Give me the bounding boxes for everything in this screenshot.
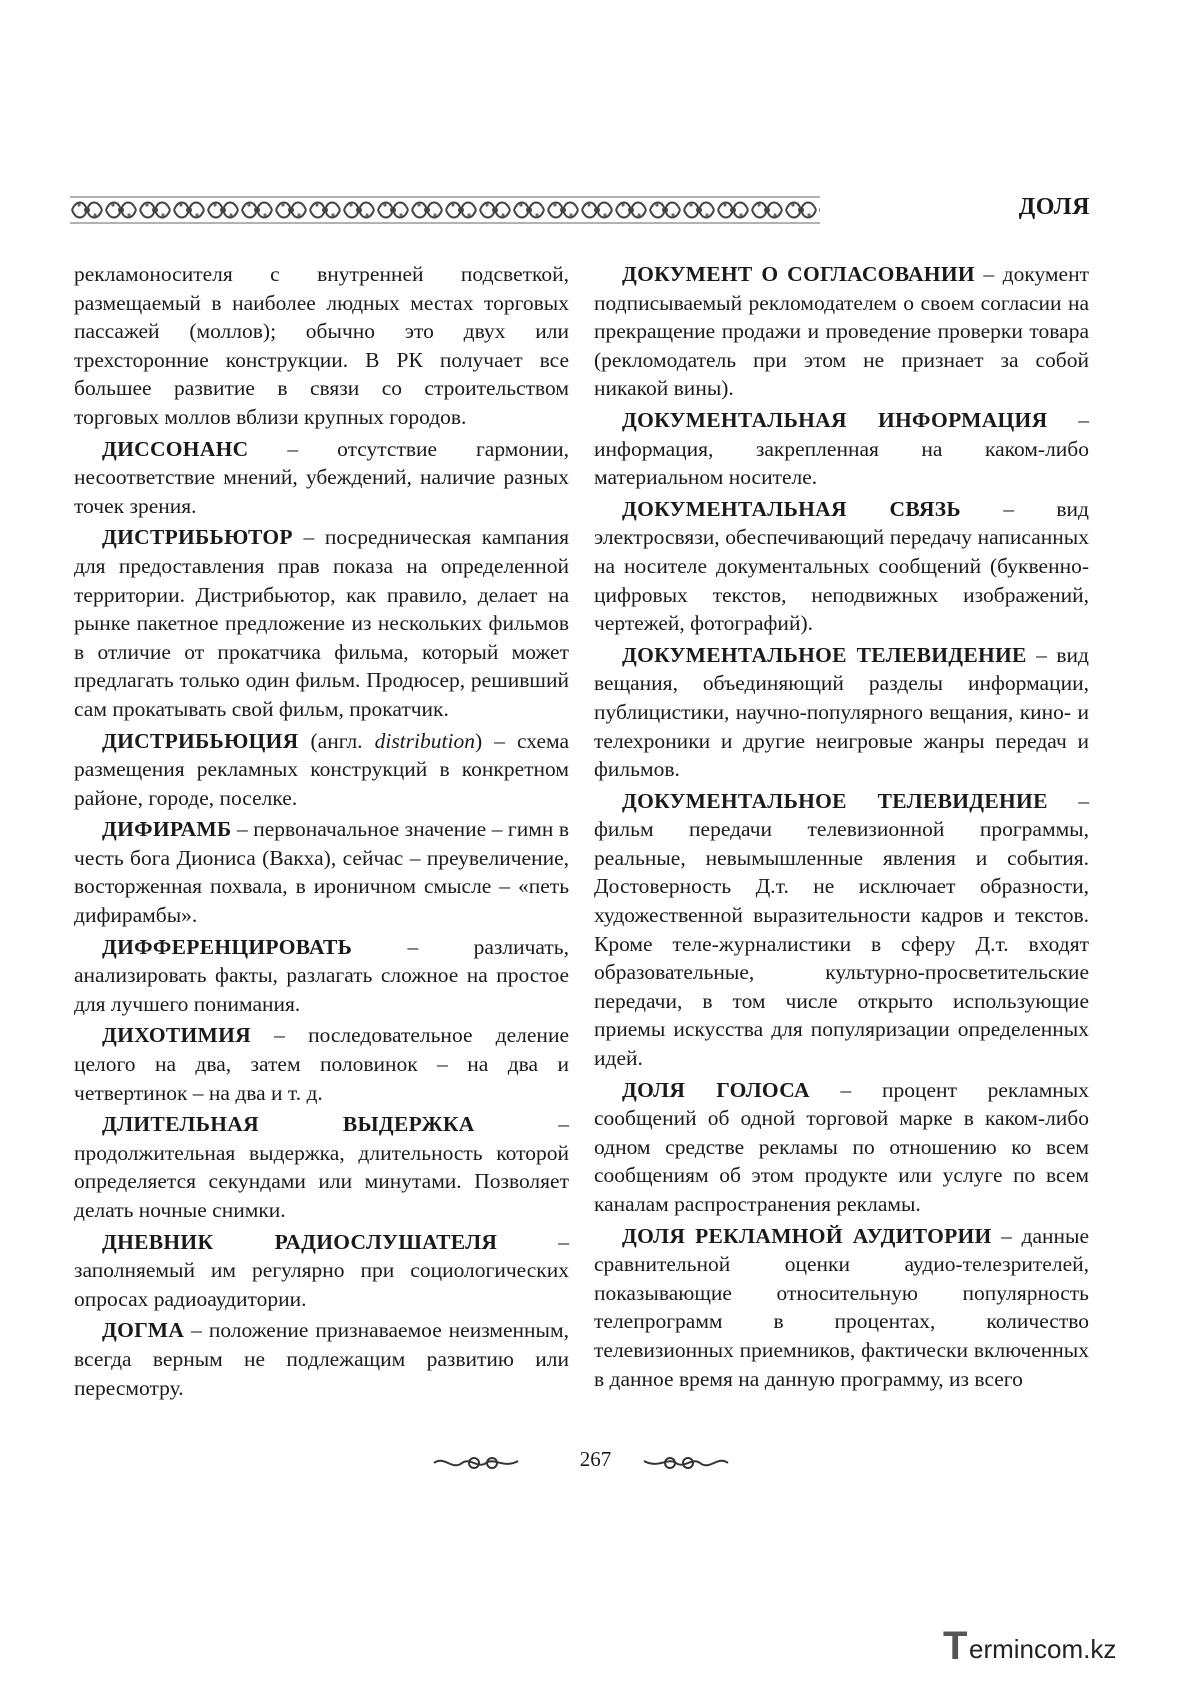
entry-term: ДОКУМЕНТАЛЬНОЕ ТЕЛЕВИДЕНИЕ [622, 642, 1027, 667]
entry-term: ДОКУМЕНТАЛЬНАЯ СВЯЗЬ [622, 496, 961, 521]
dictionary-entry [594, 406, 1089, 492]
entry-term: ДОЛЯ РЕКЛАМНОЙ АУДИТОРИИ [622, 1223, 992, 1248]
dictionary-entry [74, 260, 569, 432]
dictionary-entry [74, 1316, 569, 1402]
dictionary-entry [74, 933, 569, 1019]
entry-definition: – фильм передачи телевизионной программы, реальные, невымышленные явления и события. Достоверность Д.т. не исключает образности, художественной выразительности кадров и текстов. Кроме теле-журналистики в сферу Д.т. входят образовательные, культурно-просветительские передачи, в том числе открыто использующие приемы искусства для популяризации определенных идей. [594, 788, 1090, 1071]
entry-definition: – данные сравнительной оценки аудио-телезрителей, показывающие относительную популярность телепрограмм в процентах, количество телевизионных приемников, фактически включенных в данное время на данную программу, из всего [594, 1223, 1089, 1391]
dictionary-entry [594, 787, 1089, 1073]
entry-definition: – различать, анализировать факты, разлагать сложное на простое для лучшего понимания. [74, 934, 569, 1016]
entry-term: ДИСТРИБЬЮТОР [102, 525, 293, 550]
dictionary-entry [74, 727, 569, 813]
dictionary-entry [594, 260, 1089, 403]
dictionary-entry [74, 1021, 569, 1107]
site-watermark [943, 1624, 1173, 1670]
watermark-text: ermincom.kz [969, 1634, 1117, 1664]
entry-definition: – заполняемый им регулярно при социологических опросах радиоаудитории. [74, 1229, 569, 1311]
entry-definition: – положение признаваемое неизменным, всегда верным не подлежащим развитию или пересмотру. [74, 1318, 569, 1400]
right-column [594, 260, 1089, 1396]
left-column [74, 260, 569, 1405]
entry-definition: – первоначальное значение – гимн в честь бога Диониса (Вакха), сейчас – преувеличение, восторженная похвала, в ироничном смысле – «петь дифирамбы». [74, 817, 569, 928]
entry-term: ДИССОНАНС [102, 436, 249, 461]
entry-definition: – отсутствие гармонии, несоответствие мнений, убеждений, наличие разных точек зрения. [74, 436, 569, 518]
page-footer [0, 1445, 1191, 1481]
entry-term: ДОКУМЕНТ О СОГЛАСОВАНИИ [622, 262, 975, 286]
entry-definition: – вид вещания, объединяющий разделы информации, публицистики, научно-популярного вещания, кино- и телехроники и другие неигровые жанры передач и фильмов. [594, 642, 1089, 782]
right-flourish [640, 1451, 730, 1475]
entry-term: ДЛИТЕЛЬНАЯ ВЫДЕРЖКА [102, 1112, 475, 1137]
dictionary-entry [594, 1076, 1089, 1219]
entry-term: ДОКУМЕНТАЛЬНОЕ ТЕЛЕВИДЕНИЕ [622, 788, 1048, 813]
entry-definition: – вид электросвязи, обеспечивающий передачу написанных на носителе документальных сообщений (буквенно-цифровых текстов, неподвижных изображений, чертежей, фотографий). [594, 496, 1089, 636]
dictionary-entry [74, 435, 569, 521]
entry-definition: ) – схема размещения рекламных конструкций в конкретном районе, городе, поселке. [74, 728, 569, 810]
entry-term: ДОЛЯ ГОЛОСА [622, 1077, 810, 1102]
entry-term: ДОГМА [102, 1318, 185, 1343]
entry-definition: рекламоносителя с внутренней подсветкой, размещаемый в наиболее людных местах торговых пассажей (моллов); обычно это двух или трехсторонние конструкции. В РК получает все большее развитие в связи со строительством торговых моллов вблизи крупных городов. [74, 262, 569, 429]
dictionary-entry [74, 815, 569, 929]
dictionary-entry [74, 1110, 569, 1224]
ornamental-border [70, 196, 820, 224]
running-head: ДОЛЯ [1018, 194, 1090, 220]
dictionary-entry [594, 1222, 1089, 1394]
entry-definition: – последовательное деление целого на два, затем половинок – на два и четвертинок – на два и т. д. [74, 1023, 569, 1105]
entry-etymology: distribution [374, 728, 475, 753]
entry-term: ДИХОТИМИЯ [102, 1023, 251, 1048]
entry-term: ДОКУМЕНТАЛЬНАЯ ИНФОРМАЦИЯ [622, 407, 1048, 432]
entry-definition: – процент рекламных сообщений об одной торговой марке в каком-либо одном средстве рекламы по отношению ко всем сообщениям об этом продукте или услуге по всем каналам распространения рекламы. [594, 1077, 1090, 1216]
entry-definition: – продолжительная выдержка, длительность которой определяется секундами или минутами. Позволяет делать ночные снимки. [74, 1112, 570, 1222]
dictionary-entry [74, 523, 569, 723]
page-number: 267 [579, 1447, 612, 1471]
entry-definition: – посредническая кампания для предоставления прав показа на определенной территории. Дистрибьютор, как правило, делает на рынке пакетное предложение из нескольких фильмов в отличие от прокатчика фильма, который может предлагать только один фильм. Продюсер, решивший сам прокатывать свой фильм, прокатчик. [74, 525, 569, 721]
entry-term: ДИФИРАМБ [102, 817, 232, 842]
dictionary-entry [594, 641, 1089, 784]
entry-term: ДИФФЕРЕНЦИРОВАТЬ [102, 934, 353, 959]
entry-term: ДНЕВНИК РАДИОСЛУШАТЕЛЯ [102, 1229, 498, 1254]
dictionary-entry [594, 495, 1089, 638]
entry-term: ДИСТРИБЬЮЦИЯ [102, 728, 299, 753]
watermark-initial: T [943, 1624, 968, 1668]
entry-definition: – документ подписываемый рекломодателем о своем согласии на прекращение продажи и проведение проверки товара (рекломодатель при этом не признает за собой никакой вины). [594, 262, 1089, 401]
page-header [70, 192, 1090, 228]
entry-definition: – информация, закрепленная на каком-либо материальном носителе. [594, 407, 1089, 490]
dictionary-entry [74, 1228, 569, 1314]
entry-pre: (англ. [298, 728, 375, 753]
